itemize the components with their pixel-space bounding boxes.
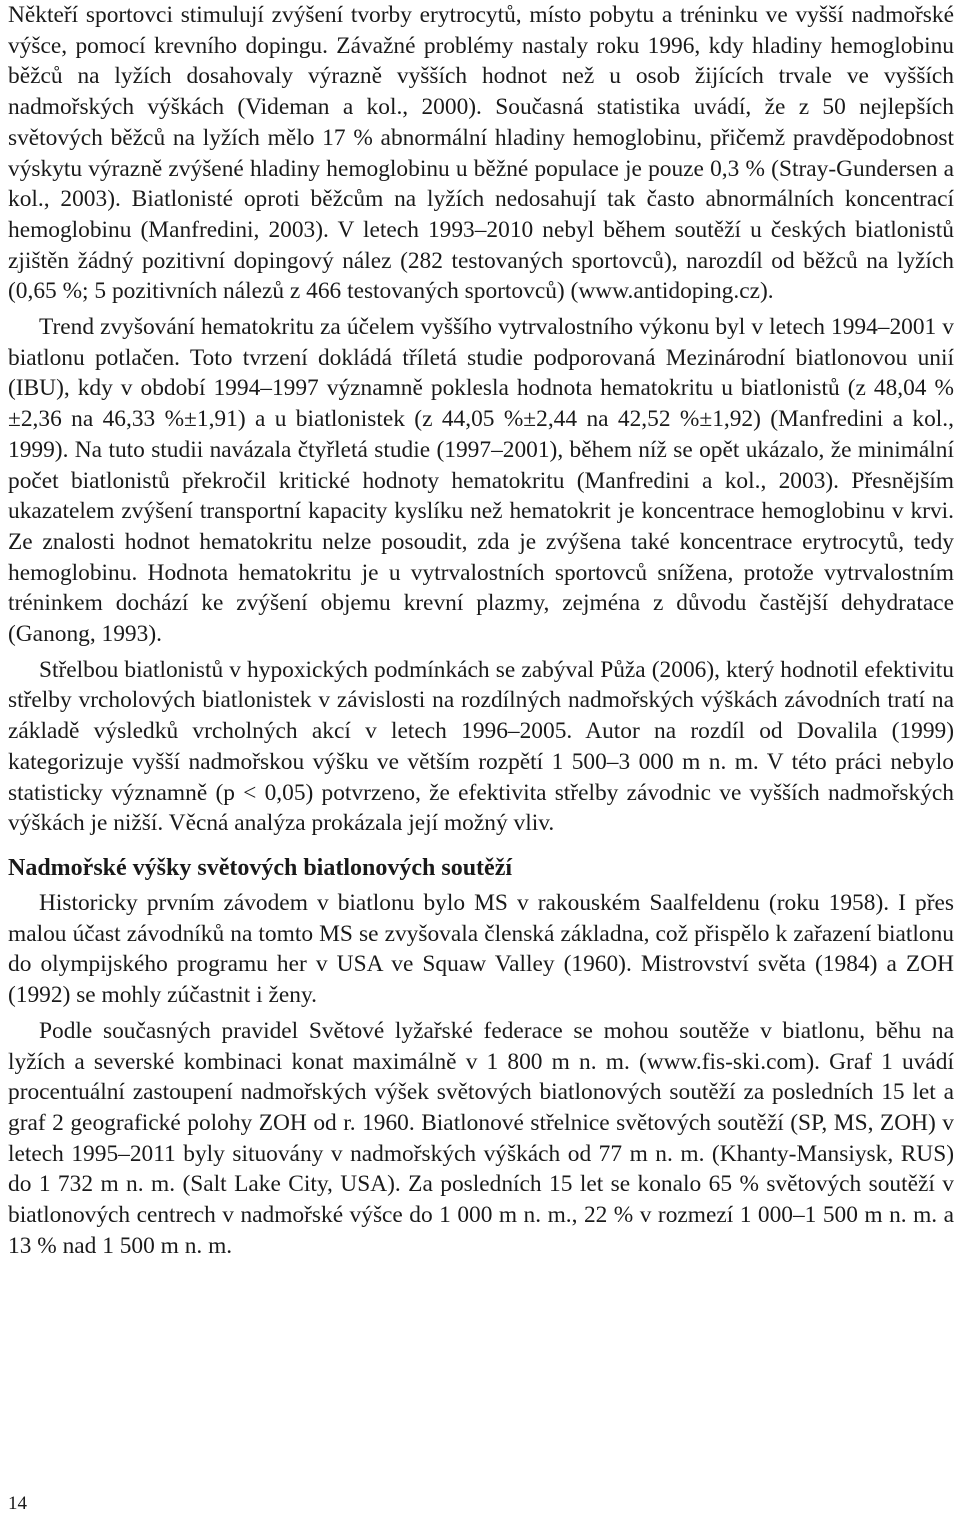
page-number: 14	[8, 1493, 27, 1514]
document-page	[8, 0, 954, 1261]
paragraph-history: Historicky prvním závodem v biatlonu bylo MS v rakouském Saalfeldenu (roku 1958). I přes malou účast závodníků na tomto MS se zvyšovala členská základna, což přispělo k zařazení biatlonu do olympijského programu her v USA ve Squaw Valley (1960). Mistrovství světa (1984) a ZOH (1992) se mohly zúčastnit i ženy.	[8, 889, 954, 1009]
section-heading: Nadmořské výšky světových biatlonových soutěží	[8, 854, 513, 881]
paragraph-blood-doping: Někteří sportovci stimulují zvýšení tvorby erytrocytů, místo pobytu a tréninku ve vyšší nadmořské výšce, pomocí krevního dopingu. Závažné problémy nastaly roku 1996, kdy hladiny hemoglobinu běžců na lyžích dosahovaly výrazně vyšších hodnot než u osob žijících trvale ve vyšších nadmořských výškách (Videman a kol., 2000). Současná statistika uvádí, že z 50 nejlepších světových běžců na lyžích mělo 17 % abnormální hladiny hemoglobinu, přičemž pravděpodobnost výskytu výrazně zvýšené hladiny hemoglobinu u běžné populace je pouze 0,3 % (Stray-Gundersen a kol., 2003). Biatlonisté oproti běžcům na lyžích nedosahují tak často abnormálních koncentrací hemoglobinu (Manfredini, 2003). V letech 1993–2010 nebyl během soutěží u českých biatlonistů zjištěn žádný pozitivní dopingový nález (282 testovaných sportovců), narozdíl od běžců na lyžích (0,65 %; 5 pozitivních nálezů z 466 testovaných sportovců) (www.antidoping.cz).	[8, 2, 954, 305]
paragraph-hematocrit-trend: Trend zvyšování hematokritu za účelem vyššího vytrvalostního výkonu byl v letech 1994–2001 v biatlonu potlačen. Toto tvrzení dokládá tříletá studie podporovaná Mezinárodní biatlonovou unií (IBU), kdy v období 1994–1997 významně poklesla hodnota hematokritu u biatlonistů (z 48,04 %±2,36 na 46,33 %±1,91) a u biatlonistek (z 44,05 %±2,44 na 42,52 %±1,92) (Manfredini a kol., 1999). Na tuto studii navázala čtyřletá studie (1997–2001), během níž se opět ukázalo, že minimální počet biatlonistů překročil kritické hodnoty hematokritu (Manfredini a kol., 2003). Přesnějším ukazatelem zvýšení transportní kapacity kyslíku než hematokrit je koncentrace hemoglobinu v krvi. Ze znalosti hodnot hematokritu nelze posoudit, zda je zvýšena také koncentrace erytrocytů, tedy hemoglobinu. Hodnota hematokritu je u vytrvalostních sportovců snížena, protože vytrvalostním tréninkem dochází ke zvýšení objemu krevní plazmy, zejména z důvodu častější dehydratace (Ganong, 1993).	[8, 314, 954, 648]
paragraph-rules-altitudes: Podle současných pravidel Světové lyžařské federace se mohou soutěže v biatlonu, běhu na lyžích a severské kombinaci konat maximálně v 1 800 m n. m. (www.fis-ski.com). Graf 1 uvádí procentuální zastoupení nadmořských výšek světových biatlonových soutěží za posledních 15 let a graf 2 geografické polohy ZOH od r. 1960. Biatlonové střelnice světových soutěží (SP, MS, ZOH) v letech 1995–2011 byly situovány v nadmořských výškách od 77 m n. m. (Khanty-Mansiysk, RUS) do 1 732 m n. m. (Salt Lake City, USA). Za posledních 15 let se konalo 65 % světových soutěží v biatlonových centrech v nadmořské výšce do 1 000 m n. m., 22 % v rozmezí 1 000–1 500 m n. m. a 13 % nad 1 500 m n. m.	[8, 1017, 954, 1259]
paragraph-shooting-hypoxia: Střelbou biatlonistů v hypoxických podmínkách se zabýval Půža (2006), který hodnotil efektivitu střelby vrcholových biatlonistek v závislosti na rozdílných nadmořských výškách závodních tratí na základě výsledků vrcholných akcí v letech 1996–2005. Autor na rozdíl od Dovalila (1999) kategorizuje vyšší nadmořskou výšku ve větším rozpětí 1 500–3 000 m n. m. V této práci nebylo statisticky významně (p < 0,05) potvrzeno, že efektivita střelby závodnic ve vyšších nadmořských výškách je nižší. Věcná analýza prokázala její možný vliv.	[8, 656, 954, 837]
